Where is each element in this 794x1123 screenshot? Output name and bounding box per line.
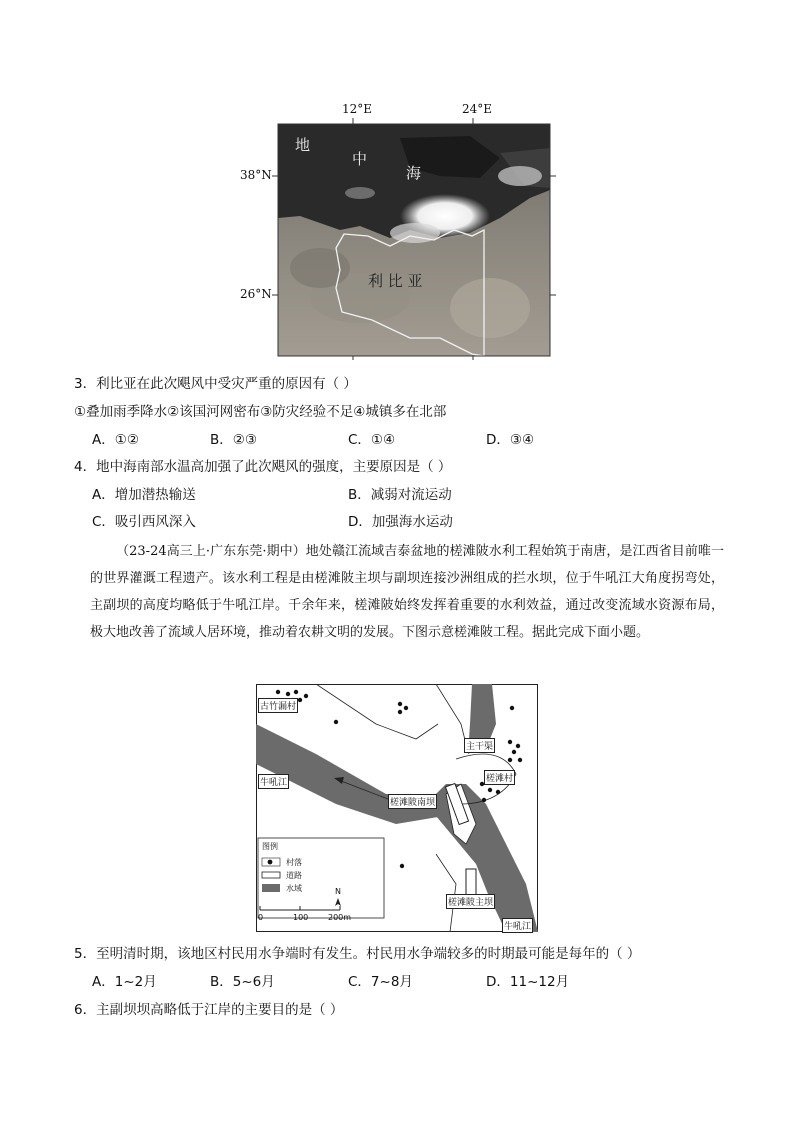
lon-label-12e: 12°E [342, 102, 373, 116]
legend-water-label: 水域 [286, 884, 302, 893]
reading-passage [90, 538, 724, 646]
label-main-dam: 槎滩陂主坝 [446, 894, 495, 909]
label-south-dam: 槎滩陂南坝 [388, 794, 437, 809]
question-5-option-b[interactable]: B．5~6月 [210, 974, 275, 990]
question-5-stem: 5．至明清时期，该地区村民用水争端时有发生。村民用水争端较多的时期最可能是每年的（ ） [74, 946, 641, 962]
label-guzhu-village: 古竹漏村 [258, 698, 298, 713]
question-4-stem: 4．地中海南部水温高加强了此次飓风的强度，主要原因是（ ） [74, 459, 452, 475]
label-niuhou-river-west: 牛吼江 [258, 774, 289, 789]
question-3-stem: 3．利比亚在此次飓风中受灾严重的原因有（ ） [74, 376, 357, 392]
question-4-option-a[interactable]: A．增加潜热输送 [92, 487, 196, 503]
question-3-option-c[interactable]: C．①④ [348, 432, 396, 448]
lat-label-26n: 26°N [240, 287, 272, 301]
sea-label-char-3: 海 [406, 164, 422, 182]
country-label-libya: 利 比 亚 [368, 272, 423, 290]
lon-label-24e: 24°E [462, 102, 493, 116]
question-3-option-d[interactable]: D．③④ [486, 432, 535, 448]
north-arrow-label: N [335, 887, 341, 896]
legend-village-label: 村落 [286, 858, 302, 867]
question-6-stem: 6．主副坝坝高略低于江岸的主要目的是（ ） [74, 1002, 344, 1018]
scale-label-0: 0 [258, 913, 264, 922]
lat-label-38n: 38°N [240, 168, 272, 182]
libya-satellite-image [240, 98, 560, 360]
question-5-option-c[interactable]: C．7~8月 [348, 974, 413, 990]
scale-label-100: 100 [293, 913, 309, 922]
label-main-channel: 主干渠 [464, 738, 495, 753]
question-3-option-a[interactable]: A．①② [92, 432, 139, 448]
question-5-option-d[interactable]: D．11~12月 [486, 974, 570, 990]
scale-label-200m: 200m [328, 913, 352, 922]
label-chatan-village: 槎滩村 [484, 770, 515, 785]
legend-title: 图例 [262, 842, 278, 851]
label-niuhou-river-east: 牛吼江 [502, 918, 533, 933]
legend-road-label: 道路 [286, 871, 302, 880]
libya-map-figure [240, 98, 560, 360]
question-4-option-c[interactable]: C．吸引西风深入 [92, 514, 196, 530]
sea-label-char-1: 地 [295, 136, 311, 154]
reading-passage-text: （23-24高三上·广东东莞·期中）地处赣江流域吉泰盆地的槎滩陂水利工程始筑于南唐，是江西省目前唯一的世界灌溉工程遗产。该水利工程是由槎滩陂主坝与副坝连接沙洲组成的拦水坝，位于牛吼江大角度拐弯处，主副坝的高度均略低于牛吼江岸。千余年来，槎滩陂始终发挥着重要的水利效益，通过改变流域水资源布局，极大地改善了流域人居环境，推动着农耕文明的发展。下图示意槎滩陂工程。据此完成下面小题。 [90, 544, 724, 640]
question-4-option-d[interactable]: D．加强海水运动 [348, 514, 453, 530]
question-4-option-b[interactable]: B．减弱对流运动 [348, 487, 452, 503]
question-3-option-b[interactable]: B．②③ [210, 432, 257, 448]
question-3-statements: ①叠加雨季降水②该国河网密布③防灾经验不足④城镇多在北部 [74, 404, 447, 420]
sea-label-char-2: 中 [352, 150, 368, 168]
dam-map-figure [256, 684, 538, 932]
question-5-option-a[interactable]: A．1~2月 [92, 974, 157, 990]
